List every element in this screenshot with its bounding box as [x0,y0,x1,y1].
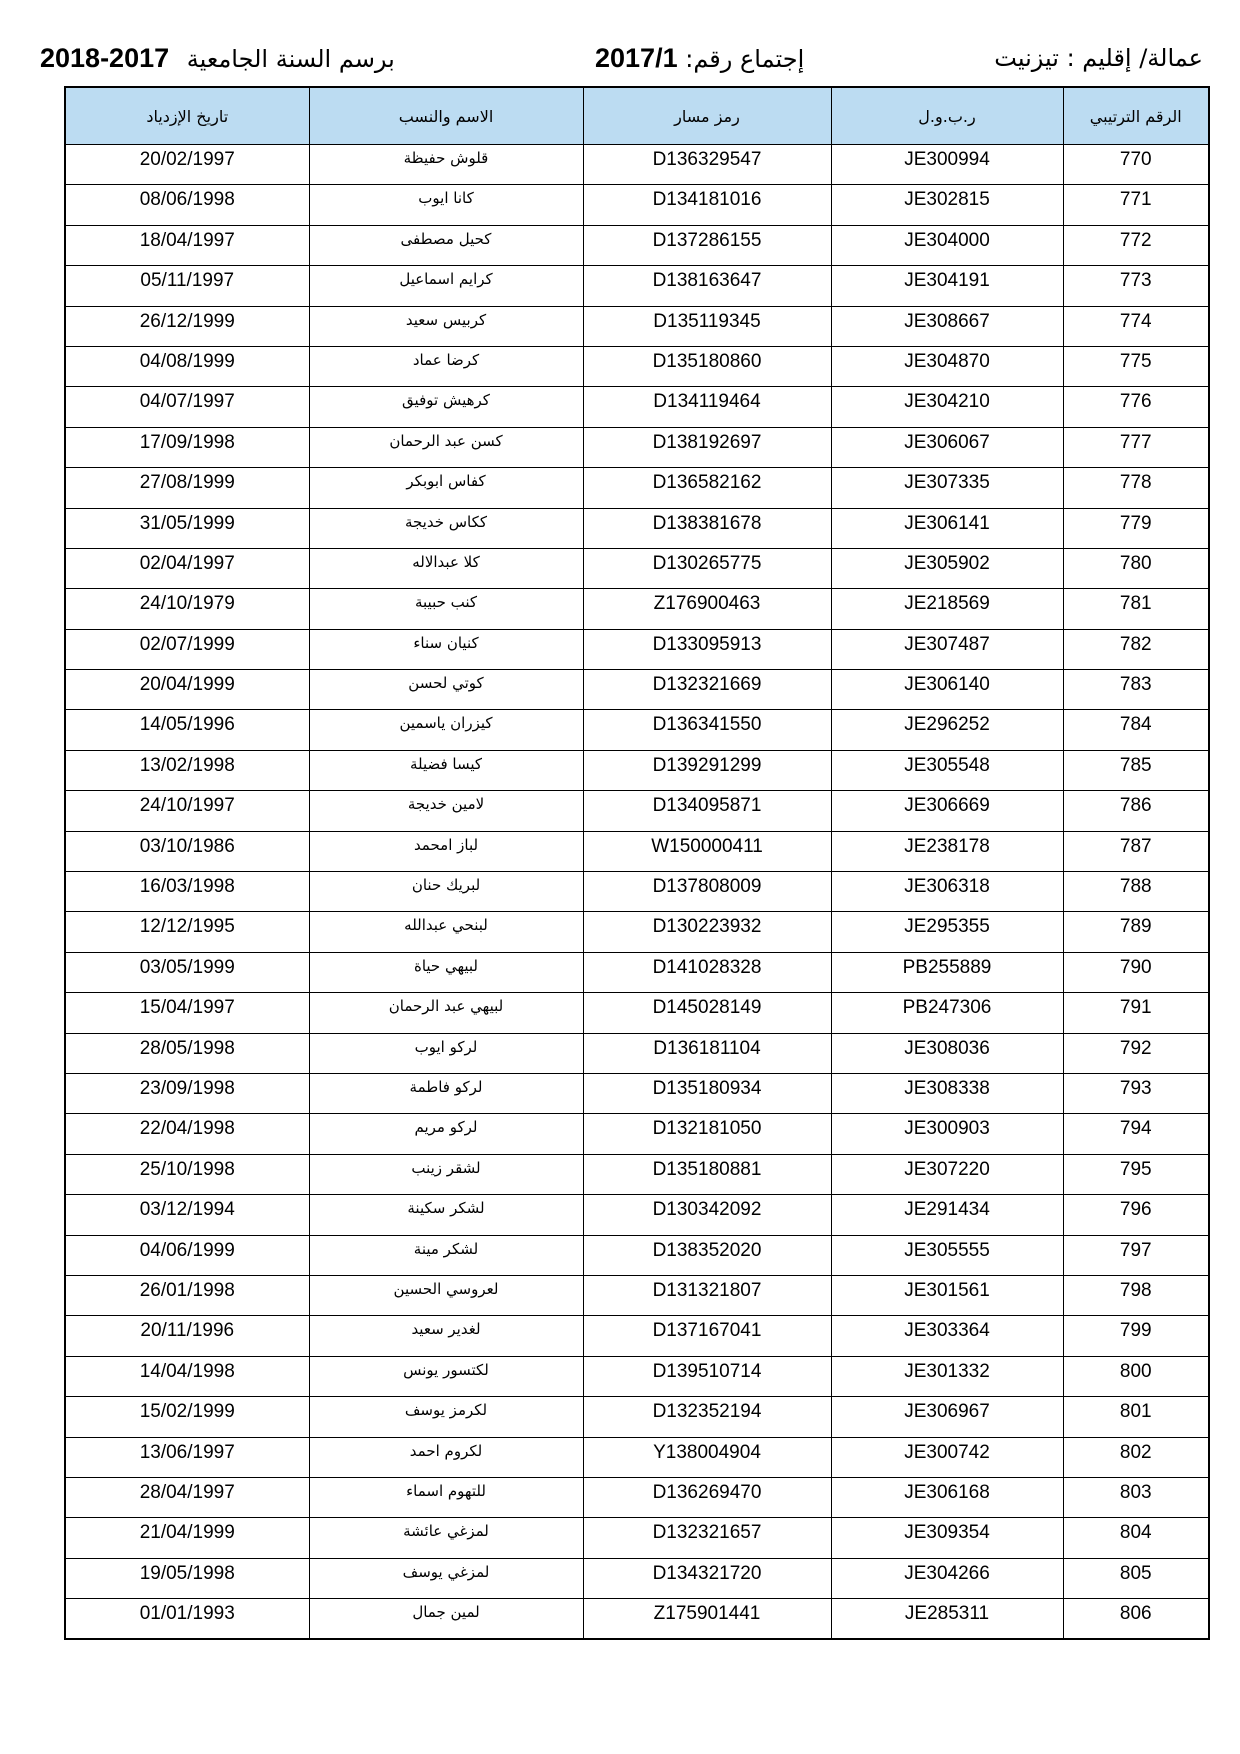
cell-name: كفاس ابوبكر [309,468,583,508]
academic-year-label: برسم السنة الجامعية [186,45,395,73]
cell-birthdate: 28/05/1998 [65,1033,309,1073]
table-row [65,1154,1209,1194]
cell-massar: W150000411 [583,831,831,871]
table-row [65,750,1209,790]
table-row [65,1195,1209,1235]
table-row [65,145,1209,185]
cell-birthdate: 18/04/1997 [65,225,309,265]
table-row [65,387,1209,427]
table-row [65,670,1209,710]
cell-cne: JE306140 [831,670,1063,710]
cell-cne: JE300742 [831,1437,1063,1477]
cell-index: 773 [1063,266,1209,306]
cell-birthdate: 08/06/1998 [65,185,309,225]
cell-birthdate: 24/10/1979 [65,589,309,629]
cell-cne: JE301561 [831,1275,1063,1315]
prefecture-label: عمالة/ إقليم : تيزنيت [994,44,1203,72]
cell-name: كنب حبيبة [309,589,583,629]
cell-index: 799 [1063,1316,1209,1356]
cell-name: لمين جمال [309,1599,583,1639]
cell-name: لبنحي عبدالله [309,912,583,952]
cell-massar: D136329547 [583,145,831,185]
cell-massar: D133095913 [583,629,831,669]
cell-name: كرضا عماد [309,346,583,386]
table-row [65,952,1209,992]
cell-massar: D131321807 [583,1275,831,1315]
cell-birthdate: 04/07/1997 [65,387,309,427]
table-row [65,872,1209,912]
cell-birthdate: 22/04/1998 [65,1114,309,1154]
cell-index: 789 [1063,912,1209,952]
cell-name: لشكر سكينة [309,1195,583,1235]
cell-name: كنيان سناء [309,629,583,669]
cell-cne: JE306168 [831,1477,1063,1517]
cell-massar: D130342092 [583,1195,831,1235]
cell-cne: JE301332 [831,1356,1063,1396]
cell-name: كلا عبدالاله [309,548,583,588]
cell-massar: D132181050 [583,1114,831,1154]
cell-cne: JE304210 [831,387,1063,427]
cell-cne: JE307220 [831,1154,1063,1194]
cell-name: لامين خديجة [309,791,583,831]
cell-index: 776 [1063,387,1209,427]
cell-birthdate: 03/10/1986 [65,831,309,871]
cell-index: 795 [1063,1154,1209,1194]
cell-index: 790 [1063,952,1209,992]
cell-birthdate: 03/12/1994 [65,1195,309,1235]
cell-birthdate: 26/01/1998 [65,1275,309,1315]
cell-name: لعروسي الحسين [309,1275,583,1315]
table-row [65,266,1209,306]
cell-name: لكتسور يونس [309,1356,583,1396]
cell-index: 770 [1063,145,1209,185]
cell-massar: D135180881 [583,1154,831,1194]
cell-name: لبريك حنان [309,872,583,912]
cell-name: لمزغي يوسف [309,1558,583,1598]
table-row [65,1477,1209,1517]
cell-index: 796 [1063,1195,1209,1235]
cell-name: كسن عبد الرحمان [309,427,583,467]
cell-massar: D138352020 [583,1235,831,1275]
cell-index: 786 [1063,791,1209,831]
cell-cne: PB247306 [831,993,1063,1033]
cell-index: 787 [1063,831,1209,871]
cell-massar: D137808009 [583,872,831,912]
cell-name: لركو ايوب [309,1033,583,1073]
table-row [65,1316,1209,1356]
page-header [0,38,1240,78]
cell-birthdate: 23/09/1998 [65,1073,309,1113]
table-row [65,225,1209,265]
cell-name: كوتي لحسن [309,670,583,710]
cell-index: 802 [1063,1437,1209,1477]
cell-massar: D137167041 [583,1316,831,1356]
cell-birthdate: 20/02/1997 [65,145,309,185]
cell-massar: D137286155 [583,225,831,265]
table-row [65,1073,1209,1113]
cell-index: 779 [1063,508,1209,548]
cell-cne: JE307335 [831,468,1063,508]
cell-massar: D141028328 [583,952,831,992]
cell-name: ككاس خديجة [309,508,583,548]
cell-name: لغدير سعيد [309,1316,583,1356]
cell-index: 806 [1063,1599,1209,1639]
cell-name: لكرمز يوسف [309,1397,583,1437]
cell-massar: D136582162 [583,468,831,508]
meeting-info [595,38,804,78]
cell-massar: D136269470 [583,1477,831,1517]
cell-index: 784 [1063,710,1209,750]
cell-index: 781 [1063,589,1209,629]
table-header-row [65,87,1209,145]
cell-name: كيزران ياسمين [309,710,583,750]
cell-name: لشقر زينب [309,1154,583,1194]
academic-year [40,38,395,78]
cell-cne: JE308667 [831,306,1063,346]
table-row [65,548,1209,588]
cell-birthdate: 20/04/1999 [65,670,309,710]
cell-name: لباز امحمد [309,831,583,871]
cell-birthdate: 14/04/1998 [65,1356,309,1396]
cell-cne: JE304266 [831,1558,1063,1598]
table-row [65,1437,1209,1477]
cell-index: 794 [1063,1114,1209,1154]
cell-birthdate: 04/06/1999 [65,1235,309,1275]
cell-massar: D132321657 [583,1518,831,1558]
cell-massar: D139291299 [583,750,831,790]
table-row [65,468,1209,508]
cell-name: للتهوم اسماء [309,1477,583,1517]
cell-birthdate: 15/02/1999 [65,1397,309,1437]
cell-birthdate: 14/05/1996 [65,710,309,750]
cell-cne: JE306967 [831,1397,1063,1437]
table-row [65,508,1209,548]
table-row [65,346,1209,386]
cell-index: 783 [1063,670,1209,710]
cell-cne: JE303364 [831,1316,1063,1356]
cell-massar: D139510714 [583,1356,831,1396]
cell-index: 801 [1063,1397,1209,1437]
column-header-cne: ر.ب.و.ل [831,87,1063,145]
cell-cne: JE218569 [831,589,1063,629]
cell-massar: D138192697 [583,427,831,467]
cell-massar: Y138004904 [583,1437,831,1477]
cell-name: لركو مريم [309,1114,583,1154]
table-row [65,185,1209,225]
cell-birthdate: 31/05/1999 [65,508,309,548]
cell-massar: D136341550 [583,710,831,750]
table-row [65,831,1209,871]
cell-birthdate: 03/05/1999 [65,952,309,992]
cell-cne: JE285311 [831,1599,1063,1639]
cell-birthdate: 24/10/1997 [65,791,309,831]
cell-massar: D134181016 [583,185,831,225]
cell-cne: JE304000 [831,225,1063,265]
cell-birthdate: 21/04/1999 [65,1518,309,1558]
table-row [65,306,1209,346]
cell-index: 793 [1063,1073,1209,1113]
cell-birthdate: 25/10/1998 [65,1154,309,1194]
cell-massar: D134095871 [583,791,831,831]
students-table [64,86,1210,1640]
cell-birthdate: 13/06/1997 [65,1437,309,1477]
cell-cne: JE305902 [831,548,1063,588]
table-row [65,427,1209,467]
table-row [65,791,1209,831]
cell-name: لبيهي حياة [309,952,583,992]
cell-name: كرايم اسماعيل [309,266,583,306]
cell-index: 780 [1063,548,1209,588]
cell-cne: JE306669 [831,791,1063,831]
cell-name: كربيس سعيد [309,306,583,346]
cell-birthdate: 27/08/1999 [65,468,309,508]
column-header-index: الرقم الترتيبي [1063,87,1209,145]
cell-name: كرهيش توفيق [309,387,583,427]
cell-cne: JE306318 [831,872,1063,912]
cell-cne: PB255889 [831,952,1063,992]
cell-cne: JE238178 [831,831,1063,871]
cell-birthdate: 12/12/1995 [65,912,309,952]
cell-cne: JE304191 [831,266,1063,306]
cell-cne: JE302815 [831,185,1063,225]
cell-cne: JE291434 [831,1195,1063,1235]
table-row [65,1397,1209,1437]
cell-cne: JE306067 [831,427,1063,467]
cell-index: 800 [1063,1356,1209,1396]
cell-index: 797 [1063,1235,1209,1275]
cell-index: 804 [1063,1518,1209,1558]
cell-cne: JE308036 [831,1033,1063,1073]
cell-index: 771 [1063,185,1209,225]
cell-index: 785 [1063,750,1209,790]
cell-cne: JE300903 [831,1114,1063,1154]
cell-massar: D132352194 [583,1397,831,1437]
cell-massar: D134119464 [583,387,831,427]
table-row [65,1114,1209,1154]
cell-massar: D136181104 [583,1033,831,1073]
cell-massar: D138381678 [583,508,831,548]
cell-birthdate: 19/05/1998 [65,1558,309,1598]
cell-cne: JE306141 [831,508,1063,548]
table-row [65,589,1209,629]
cell-index: 792 [1063,1033,1209,1073]
table-row [65,1275,1209,1315]
table-row [65,1518,1209,1558]
cell-birthdate: 02/04/1997 [65,548,309,588]
cell-cne: JE308338 [831,1073,1063,1113]
cell-birthdate: 16/03/1998 [65,872,309,912]
cell-birthdate: 01/01/1993 [65,1599,309,1639]
column-header-birthdate: تاريخ الإزدياد [65,87,309,145]
table-row [65,1599,1209,1639]
table-row [65,1356,1209,1396]
cell-index: 791 [1063,993,1209,1033]
cell-massar: D132321669 [583,670,831,710]
cell-birthdate: 17/09/1998 [65,427,309,467]
cell-birthdate: 15/04/1997 [65,993,309,1033]
cell-cne: JE295355 [831,912,1063,952]
cell-cne: JE309354 [831,1518,1063,1558]
table-row [65,1033,1209,1073]
cell-massar: D138163647 [583,266,831,306]
cell-massar: D135180860 [583,346,831,386]
cell-index: 798 [1063,1275,1209,1315]
cell-name: كانا ايوب [309,185,583,225]
table-row [65,912,1209,952]
cell-cne: JE296252 [831,710,1063,750]
cell-cne: JE304870 [831,346,1063,386]
cell-index: 805 [1063,1558,1209,1598]
cell-birthdate: 02/07/1999 [65,629,309,669]
cell-index: 775 [1063,346,1209,386]
table-row [65,1558,1209,1598]
cell-birthdate: 13/02/1998 [65,750,309,790]
cell-massar: D134321720 [583,1558,831,1598]
table-row [65,1235,1209,1275]
cell-name: لبيهي عبد الرحمان [309,993,583,1033]
cell-name: لشكر مينة [309,1235,583,1275]
cell-index: 777 [1063,427,1209,467]
table-row [65,710,1209,750]
cell-name: كحيل مصطفى [309,225,583,265]
cell-cne: JE307487 [831,629,1063,669]
cell-name: لمزغي عائشة [309,1518,583,1558]
cell-index: 774 [1063,306,1209,346]
table-body [65,145,1209,1639]
cell-index: 772 [1063,225,1209,265]
meeting-label: إجتماع رقم: [685,45,805,73]
cell-birthdate: 28/04/1997 [65,1477,309,1517]
cell-massar: D145028149 [583,993,831,1033]
cell-birthdate: 20/11/1996 [65,1316,309,1356]
cell-massar: Z175901441 [583,1599,831,1639]
table-row [65,993,1209,1033]
cell-massar: Z176900463 [583,589,831,629]
cell-massar: D130223932 [583,912,831,952]
cell-massar: D135180934 [583,1073,831,1113]
cell-index: 788 [1063,872,1209,912]
column-header-name: الاسم والنسب [309,87,583,145]
cell-cne: JE305548 [831,750,1063,790]
cell-massar: D135119345 [583,306,831,346]
cell-name: لكروم احمد [309,1437,583,1477]
meeting-number: 2017/1 [595,43,678,73]
column-header-massar: رمز مسار [583,87,831,145]
cell-birthdate: 26/12/1999 [65,306,309,346]
cell-index: 778 [1063,468,1209,508]
cell-index: 803 [1063,1477,1209,1517]
table-row [65,629,1209,669]
cell-name: كيسا فضيلة [309,750,583,790]
cell-name: قلوش حفيظة [309,145,583,185]
cell-cne: JE300994 [831,145,1063,185]
cell-birthdate: 04/08/1999 [65,346,309,386]
cell-name: لركو فاطمة [309,1073,583,1113]
cell-cne: JE305555 [831,1235,1063,1275]
academic-year-number: 2018-2017 [40,43,170,73]
cell-index: 782 [1063,629,1209,669]
cell-massar: D130265775 [583,548,831,588]
cell-birthdate: 05/11/1997 [65,266,309,306]
